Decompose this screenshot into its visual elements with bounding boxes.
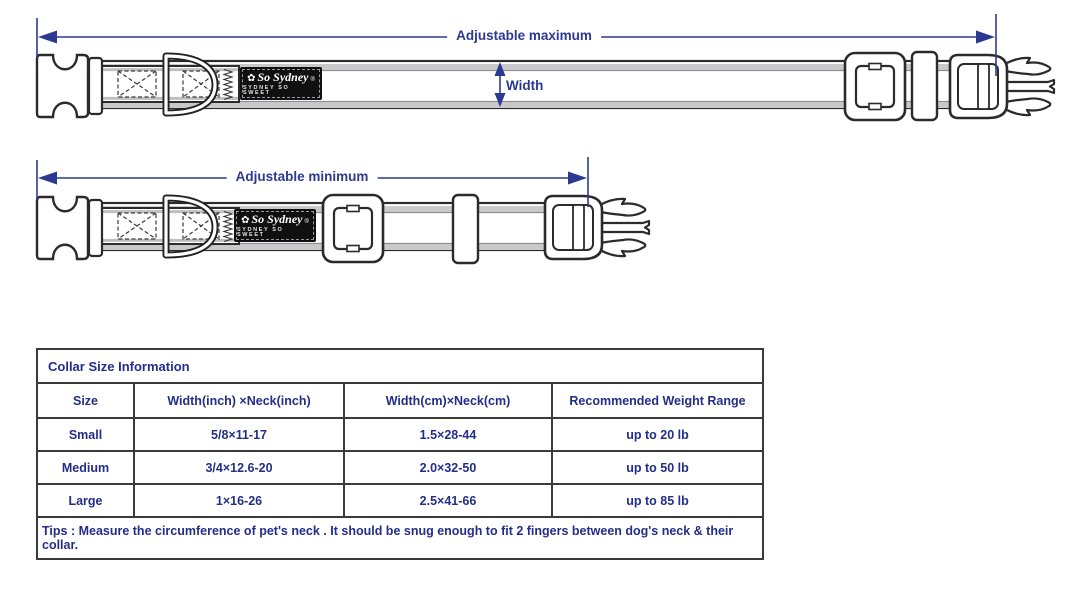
keeper-loop: [912, 52, 937, 120]
brand-name: So Sydney: [257, 69, 309, 84]
registered-mark: ®: [310, 76, 315, 83]
header-width-cm: Width(cm)×Neck(cm): [344, 383, 552, 418]
cell-inch: 1×16-26: [134, 484, 344, 517]
male-buckle: [545, 196, 649, 259]
female-buckle: [37, 197, 102, 259]
header-weight: Recommended Weight Range: [552, 383, 763, 418]
brand-label-inner: [242, 69, 320, 98]
adjustable-maximum-label: Adjustable maximum: [447, 28, 601, 43]
cell-inch: 5/8×11-17: [134, 418, 344, 451]
size-table: [36, 348, 764, 560]
female-buckle: [37, 55, 102, 117]
header-size: Size: [37, 383, 134, 418]
brand-label-min: [234, 209, 316, 242]
triglide-slider: [845, 53, 905, 120]
flower-icon: ✿: [247, 72, 256, 84]
table-row-large: [37, 484, 763, 517]
table-header-row: [37, 383, 763, 418]
width-label: Width: [506, 78, 544, 93]
brand-subtitle: SYDNEY SO SWEET: [243, 84, 290, 96]
brand-name: So Sydney: [251, 211, 303, 226]
table-title: Collar Size Information: [37, 349, 763, 383]
header-width-inch: Width(inch) ×Neck(inch): [134, 383, 344, 418]
adjustable-minimum-label: Adjustable minimum: [227, 169, 378, 184]
table-row-small: [37, 418, 763, 451]
cell-weight: up to 20 lb: [552, 418, 763, 451]
cell-size: Small: [37, 418, 134, 451]
cell-size: Medium: [37, 451, 134, 484]
registered-mark: ®: [304, 218, 309, 225]
tips-text: Tips : Measure the circumference of pet's neck . It should be snug enough to fit 2 fingers between dog's neck & their collar.: [37, 517, 763, 559]
collar-maximum: [37, 52, 1054, 120]
brand-label-inner: [236, 211, 314, 240]
cell-inch: 3/4×12.6-20: [134, 451, 344, 484]
flower-icon: ✿: [241, 214, 250, 226]
brand-label-max: [240, 67, 322, 100]
cell-cm: 2.0×32-50: [344, 451, 552, 484]
cell-cm: 1.5×28-44: [344, 418, 552, 451]
male-buckle: [950, 55, 1054, 118]
triglide-slider: [323, 195, 383, 262]
table-tips-row: [37, 517, 763, 559]
cell-weight: up to 50 lb: [552, 451, 763, 484]
cell-size: Large: [37, 484, 134, 517]
brand-subtitle: SYDNEY SO SWEET: [237, 226, 284, 238]
collar-minimum: [37, 195, 649, 263]
cell-weight: up to 85 lb: [552, 484, 763, 517]
table-title-row: [37, 349, 763, 383]
cell-cm: 2.5×41-66: [344, 484, 552, 517]
table-row-medium: [37, 451, 763, 484]
keeper-loop: [453, 195, 478, 263]
